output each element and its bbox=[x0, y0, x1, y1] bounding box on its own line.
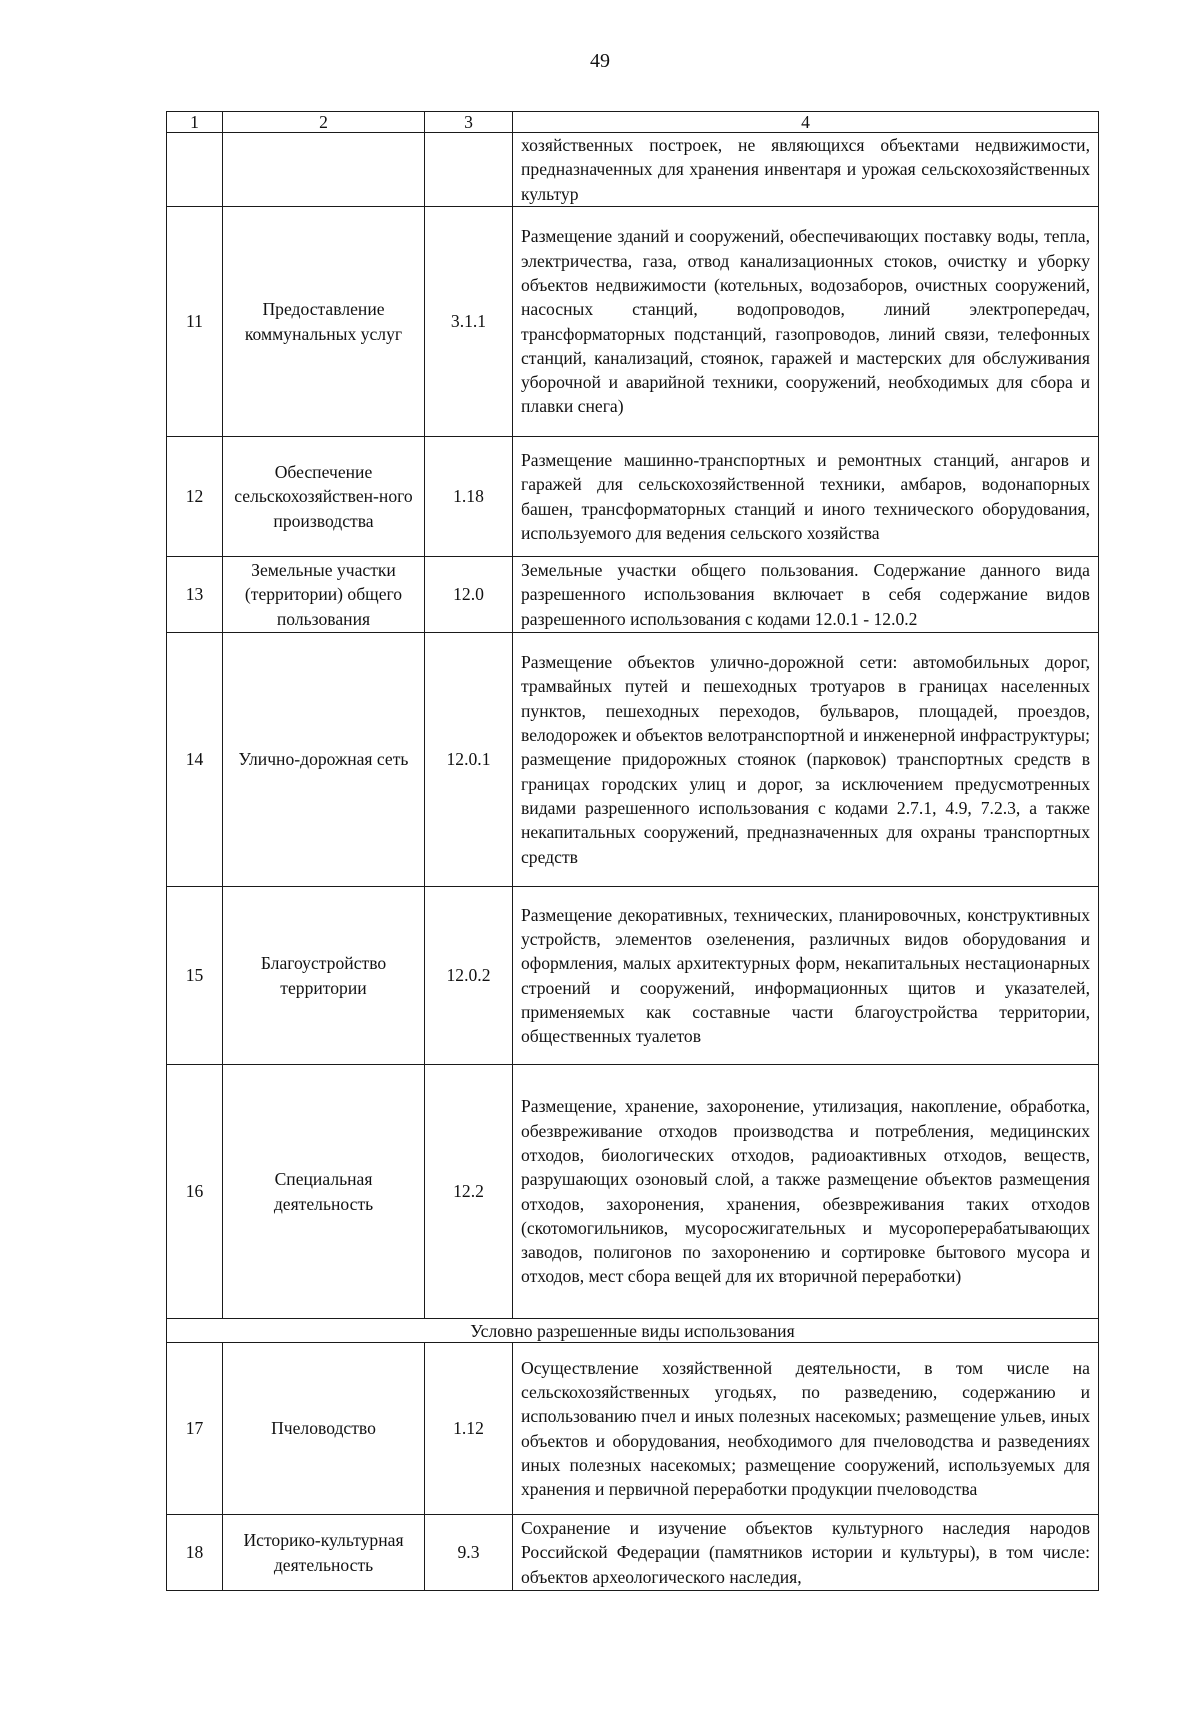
table-row bbox=[167, 633, 1099, 887]
row-number-cell: 11 bbox=[167, 207, 223, 437]
row-description-cell: хозяйственных построек, не являющихся объектами недвижимости, предназначенных для хранения инвентаря и урожая сельскохозяйственных культур bbox=[513, 133, 1099, 207]
row-description-cell: Размещение объектов улично-дорожной сети: автомобильных дорог, трамвайных путей и пешеходных тротуаров в границах населенных пунктов, пешеходных переходов, бульваров, площадей, проездов, велодорожек и объектов велотранспортной и инженерной инфраструктуры; размещение придорожных стоянок (парковок) транспортных средств в границах городских улиц и дорог, за исключением предусмотренных видами разрешенного использования с кодами 2.7.1, 4.9, 7.2.3, а также некапитальных сооружений, предназначенных для охраны транспортных средств bbox=[513, 633, 1099, 887]
row-description-cell: Сохранение и изучение объектов культурного наследия народов Российской Федерации (памятников истории и культуры), в том числе: объектов археологического наследия, bbox=[513, 1515, 1099, 1591]
row-name-cell: Обеспечение сельскохозяйствен-ного производства bbox=[223, 437, 425, 557]
table-row bbox=[167, 557, 1099, 633]
row-name-cell: Пчеловодство bbox=[223, 1343, 425, 1515]
table-row bbox=[167, 1343, 1099, 1515]
row-code-cell: 9.3 bbox=[425, 1515, 513, 1591]
row-number-cell: 13 bbox=[167, 557, 223, 633]
row-name-cell: Улично-дорожная сеть bbox=[223, 633, 425, 887]
row-description-cell: Размещение зданий и сооружений, обеспечивающих поставку воды, тепла, электричества, газа, отвод канализационных стоков, очистку и уборку объектов недвижимости (котельных, водозаборов, очистных сооружений, насосных станций, водопроводов, линий электропередач, трансформаторных подстанций, газопроводов, линий связи, телефонных станций, канализаций, стоянок, гаражей и мастерских для обслуживания уборочной и аварийной техники, сооружений, необходимых для сбора и плавки снега) bbox=[513, 207, 1099, 437]
table-row bbox=[167, 1515, 1099, 1591]
row-name-cell: Специальная деятельность bbox=[223, 1065, 425, 1319]
row-description-cell: Размещение машинно-транспортных и ремонтных станций, ангаров и гаражей для сельскохозяйственной техники, амбаров, водонапорных башен, трансформаторных станций и иного технического оборудования, используемого для ведения сельского хозяйства bbox=[513, 437, 1099, 557]
row-code-cell: 1.12 bbox=[425, 1343, 513, 1515]
row-description-cell: Размещение декоративных, технических, планировочных, конструктивных устройств, элементов озеленения, различных видов оборудования и оформления, малых архитектурных форм, некапитальных нестационарных строений и сооружений, информационных щитов и указателей, применяемых как составные части благоустройства территории, общественных туалетов bbox=[513, 887, 1099, 1065]
page-number: 49 bbox=[590, 50, 610, 72]
row-code-cell: 3.1.1 bbox=[425, 207, 513, 437]
row-name-cell: Благоустройство территории bbox=[223, 887, 425, 1065]
column-header-code: 3 bbox=[425, 112, 513, 133]
row-description-cell: Размещение, хранение, захоронение, утилизация, накопление, обработка, обезвреживание отходов производства и потребления, медицинских отходов, биологических отходов, радиоактивных отходов, веществ, разрушающих озоновый слой, а также размещение объектов размещения отходов, захоронения, хранения, обезвреживания таких отходов (скотомогильников, мусоросжигательных и мусороперерабатывающих заводов, полигонов по захоронению и сортировке бытового мусора и отходов, мест сбора вещей для их вторичной переработки) bbox=[513, 1065, 1099, 1319]
table-row-continuation bbox=[167, 133, 1099, 207]
table-row bbox=[167, 887, 1099, 1065]
row-number-cell: 18 bbox=[167, 1515, 223, 1591]
row-number-cell bbox=[167, 133, 223, 207]
section-title: Условно разрешенные виды использования bbox=[167, 1319, 1099, 1343]
row-code-cell: 12.0 bbox=[425, 557, 513, 633]
row-code-cell: 1.18 bbox=[425, 437, 513, 557]
table-row bbox=[167, 207, 1099, 437]
row-number-cell: 15 bbox=[167, 887, 223, 1065]
land-use-table bbox=[166, 111, 1099, 1591]
row-code-cell: 12.0.1 bbox=[425, 633, 513, 887]
row-name-cell: Историко-культурная деятельность bbox=[223, 1515, 425, 1591]
column-header-number: 1 bbox=[167, 112, 223, 133]
section-row bbox=[167, 1319, 1099, 1343]
table-row bbox=[167, 1065, 1099, 1319]
table-header-row bbox=[167, 112, 1099, 133]
row-code-cell: 12.0.2 bbox=[425, 887, 513, 1065]
table-row bbox=[167, 437, 1099, 557]
row-code-cell: 12.2 bbox=[425, 1065, 513, 1319]
row-name-cell: Земельные участки (территории) общего пользования bbox=[223, 557, 425, 633]
row-description-cell: Осуществление хозяйственной деятельности, в том числе на сельскохозяйственных угодьях, по разведению, содержанию и использованию пчел и иных полезных насекомых; размещение ульев, иных объектов и оборудования, необходимого для пчеловодства и разведениях иных полезных насекомых; размещение сооружений, используемых для хранения и первичной переработки продукции пчеловодства bbox=[513, 1343, 1099, 1515]
row-number-cell: 16 bbox=[167, 1065, 223, 1319]
row-description-cell: Земельные участки общего пользования. Содержание данного вида разрешенного использования включает в себя содержание видов разрешенного использования с кодами 12.0.1 - 12.0.2 bbox=[513, 557, 1099, 633]
row-code-cell bbox=[425, 133, 513, 207]
column-header-name: 2 bbox=[223, 112, 425, 133]
row-number-cell: 12 bbox=[167, 437, 223, 557]
column-header-description: 4 bbox=[513, 112, 1099, 133]
row-name-cell: Предоставление коммунальных услуг bbox=[223, 207, 425, 437]
row-number-cell: 17 bbox=[167, 1343, 223, 1515]
row-number-cell: 14 bbox=[167, 633, 223, 887]
row-name-cell bbox=[223, 133, 425, 207]
